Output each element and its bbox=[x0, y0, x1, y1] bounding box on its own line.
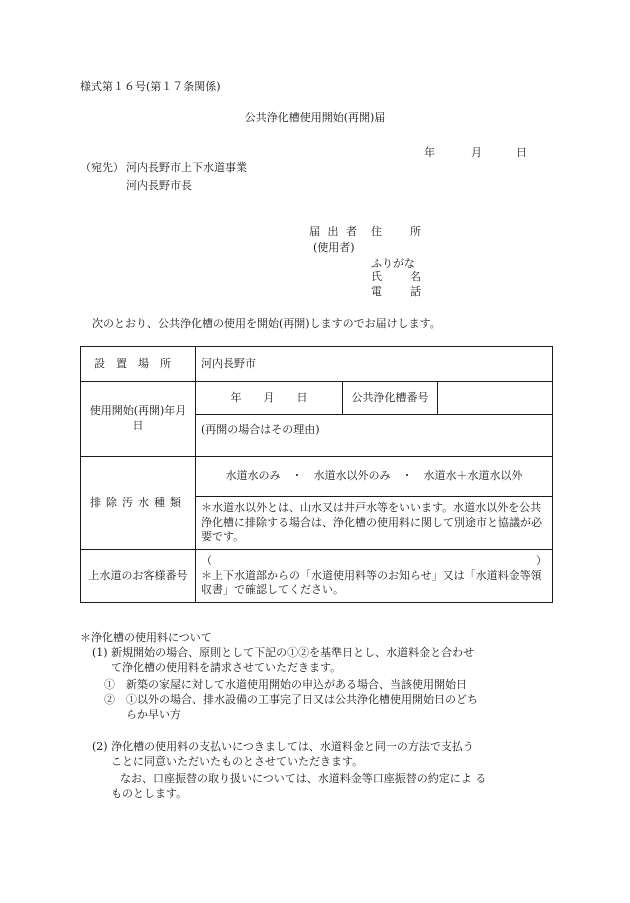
applicant-name-label: 氏 名 bbox=[371, 270, 423, 283]
date-year-label: 年 bbox=[424, 146, 435, 159]
notes-case2-cont: らか早い方 bbox=[126, 708, 181, 721]
wastewater-note: ＊水道水以外とは、山水又は井戸水等をいいます。水道水以外を公共浄化槽に排除する場合は、浄化槽の使用料に関して別途市と協議が必要です。 bbox=[196, 497, 553, 550]
wastewater-label bbox=[81, 457, 196, 550]
date-month-label: 月 bbox=[471, 146, 482, 159]
addressee-label: （宛先） bbox=[80, 161, 124, 174]
notes-item2: (2) 浄化槽の使用料の支払いにつきましては、水道料金と同一の方法で支払う bbox=[92, 740, 474, 753]
location-label-text: 設置場所 bbox=[94, 356, 182, 370]
wastewater-label-text: 排除汚水種類 bbox=[90, 495, 186, 509]
application-form-table bbox=[80, 346, 553, 603]
notes-item2-b: なお、口座振替の取り扱いについては、水道料金等口座振替の約定によ る bbox=[120, 772, 487, 785]
customer-number-open-paren: （ bbox=[201, 553, 212, 567]
customer-number-cell bbox=[196, 550, 553, 603]
notes-item2-cont: ことに同意いただいたものとさせていただきます。 bbox=[111, 755, 364, 768]
start-date-label bbox=[81, 382, 196, 457]
form-number: 様式第１６号(第１７条関係) bbox=[80, 80, 221, 93]
start-date-label-line1: 使用開始(再開)年月 bbox=[89, 404, 187, 418]
wastewater-options[interactable]: 水道水のみ ・ 水道水以外のみ ・ 水道水＋水道水以外 bbox=[196, 457, 553, 497]
notes-item2-b-cont: ものとします。 bbox=[111, 787, 188, 800]
row-location bbox=[81, 347, 553, 382]
location-value[interactable]: 河内長野市 bbox=[196, 347, 553, 382]
customer-number-close-paren: ） bbox=[536, 553, 547, 567]
reopen-reason-field[interactable]: (再開の場合はその理由) bbox=[196, 415, 553, 457]
applicant-address-label: 住 所 bbox=[371, 225, 423, 238]
customer-number-note: ＊上下水道部からの「水道使用料等のお知らせ」又は「水道料金等領収書」で確認してください。 bbox=[201, 568, 542, 597]
applicant-label: 届 出 者 bbox=[309, 225, 359, 238]
row-wastewater-options bbox=[81, 457, 553, 497]
date-day-label: 日 bbox=[516, 146, 527, 159]
notes-item1: (1) 新規開始の場合、原則として下記の①②を基準日とし、水道料金と合わせ bbox=[92, 646, 475, 659]
addressee-line1: 河内長野市上下水道事業 bbox=[126, 161, 247, 174]
tank-number-value[interactable] bbox=[438, 382, 553, 415]
intro-text: 次のとおり、公共浄化槽の使用を開始(再開)しますのでお届けします。 bbox=[92, 317, 441, 330]
notes-case2: ② ①以外の場合、排水設備の工事完了日又は公共浄化槽使用開始日のどち bbox=[104, 693, 478, 706]
start-date-label-line2: 日 bbox=[132, 419, 144, 432]
customer-number-label: 上水道のお客様番号 bbox=[81, 550, 196, 603]
applicant-furigana-label: ふりがな bbox=[371, 257, 415, 270]
notes-heading: ＊浄化槽の使用料について bbox=[80, 631, 212, 644]
document-title: 公共浄化槽使用開始(再開)届 bbox=[244, 111, 386, 124]
customer-number-input[interactable] bbox=[201, 554, 547, 569]
addressee-line2: 河内長野市長 bbox=[126, 179, 192, 192]
location-label bbox=[81, 347, 196, 382]
notes-case1: ① 新築の家屋に対して水道使用開始の申込がある場合、当該使用開始日 bbox=[104, 678, 467, 691]
row-customer-number bbox=[81, 550, 553, 603]
applicant-sub-label: (使用者) bbox=[313, 241, 355, 254]
applicant-phone-label: 電 話 bbox=[371, 285, 423, 298]
notes-item1-cont: て浄化槽の使用料を請求させていただきます。 bbox=[111, 661, 342, 674]
tank-number-label: 公共浄化槽番号 bbox=[343, 382, 438, 415]
row-start-date bbox=[81, 382, 553, 415]
start-date-value[interactable]: 年 月 日 bbox=[196, 382, 343, 415]
